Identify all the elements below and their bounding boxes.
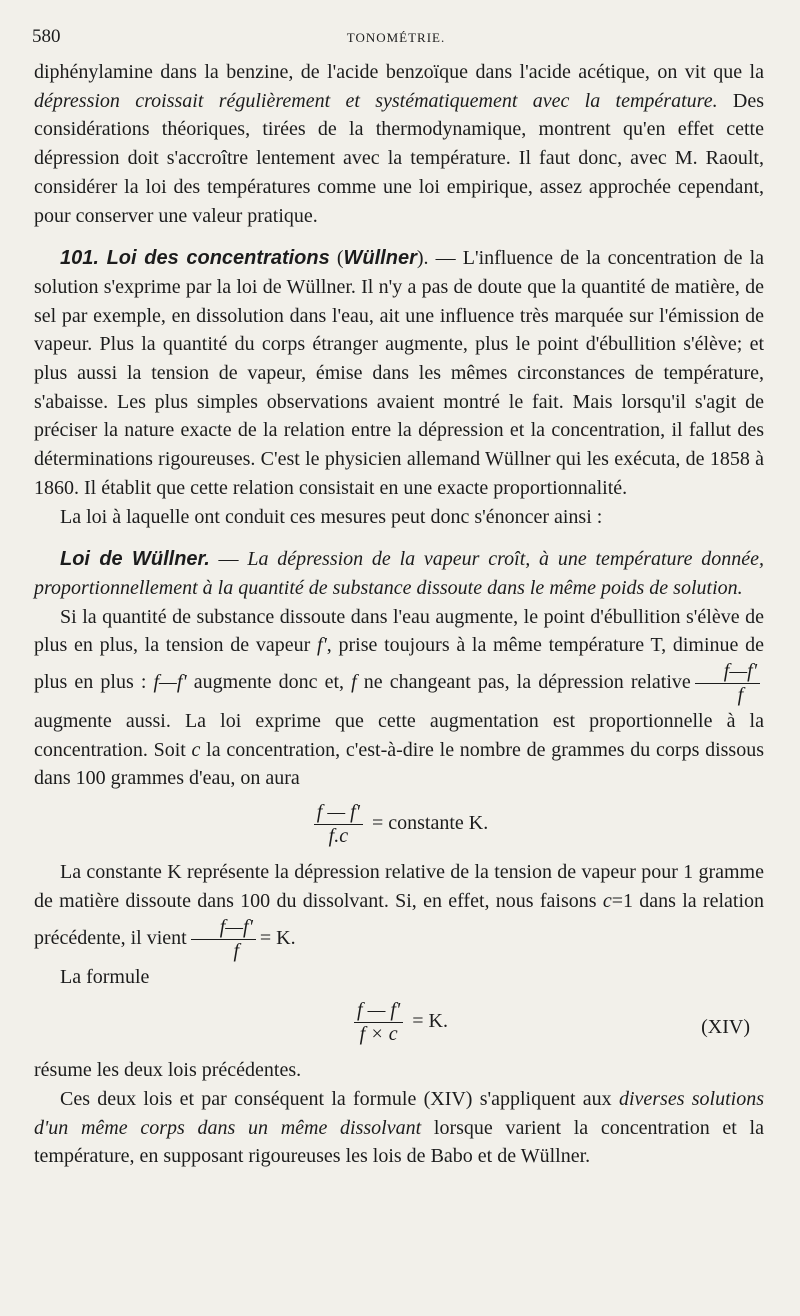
text-run: diphénylamine dans la benzine, de l'acide benzoïque dans l'acide acétique, on vit que la <box>34 61 764 83</box>
math-var: f' <box>316 634 327 657</box>
inline-fraction <box>695 660 760 707</box>
fraction-denominator: f.c <box>328 825 349 848</box>
equation-rhs: = K. <box>412 1010 448 1033</box>
text-run: augmente aussi. La loi exprime que cette augmentation est proportionnelle à la concentration. Soit <box>34 710 764 761</box>
text-run: = K. <box>259 926 296 949</box>
running-title: TONOMÉTRIE. <box>346 30 446 45</box>
fraction-denominator: f <box>737 684 744 707</box>
paragraph-summary: résume les deux lois précédentes. <box>34 1059 302 1082</box>
equation-fraction <box>314 801 363 848</box>
text-run: ( <box>329 247 344 270</box>
text-run: , prise toujours à la même température T, diminue de plus en plus : <box>34 634 764 694</box>
text-run: Si la quantité de substance dissoute dans l'eau augmente, le point d'ébullition s'élève de plus en plus, la tension de vapeur <box>34 605 764 657</box>
equation-xiv <box>34 999 764 1046</box>
fraction-numerator: f—f' <box>191 916 256 940</box>
fraction-numerator: f — f' <box>314 801 363 825</box>
paragraph-constant <box>34 858 764 962</box>
paragraph-intro <box>34 58 764 230</box>
inline-fraction <box>191 916 256 963</box>
law-title: Loi de Wüllner. <box>60 548 210 571</box>
text-run: la concentration, c'est-à-dire le nombre de grammes du corps dissous dans 100 grammes d'eau, on aura <box>34 738 764 790</box>
fraction-denominator: f <box>233 939 240 962</box>
text-run: augmente donc et, <box>186 671 352 694</box>
paragraph-formula-intro: La formule <box>60 965 150 988</box>
equation-fraction <box>354 999 403 1046</box>
fraction-numerator: f — f' <box>354 999 403 1023</box>
paragraph-explanation <box>34 603 764 794</box>
section-heading-name: Wüllner <box>343 247 417 270</box>
text-run: La constante K représente la dépression relative de la tension de vapeur pour 1 gramme de matière dissoute dans 100 du dissolvant. Si, en effet, nous faisons <box>34 861 764 912</box>
equation-rhs: = constante K. <box>371 812 489 835</box>
text-run: ne changeant pas, la dépression relative <box>356 671 691 694</box>
emphasis-text: dépression croissait régulièrement et systématiquement avec la température. <box>34 89 718 112</box>
math-expr: f—f' <box>153 671 187 694</box>
law-text: La dépression de la vapeur croît, à une température donnée, proportionnellement à la quantité de substance dissoute dans le même poids de solution. <box>34 548 765 599</box>
text-run: =1 dans la relation précédente, il vient <box>34 889 765 949</box>
equation-constant <box>34 801 764 848</box>
section-heading: 101. Loi des concentrations <box>60 247 330 270</box>
math-var: f <box>351 671 357 694</box>
math-var: c <box>191 738 201 761</box>
text-run: lorsque varient la concentration et la température, en supposant rigoureuses les lois de Babo et de Wüllner. <box>34 1116 764 1168</box>
equation-number: (XIV) <box>701 1016 750 1039</box>
page-body <box>34 58 764 1171</box>
section-101 <box>34 244 764 502</box>
fraction-denominator: f × c <box>359 1023 398 1046</box>
page-header <box>32 26 760 52</box>
law-statement <box>34 545 764 602</box>
text-run: — <box>209 548 248 571</box>
text-run: Ces deux lois et par conséquent la formule (XIV) s'appliquent aux <box>60 1087 619 1110</box>
section-text: — L'influence de la concentration de la solution s'exprime par la loi de Wüllner. Il n'y a pas de doute que la quantité de matière, de sel par exemple, en dissolution dans l'eau, ait une influence très marquée sur l'émission de vapeur. Plus la quantité du corps étranger augmente, plus le point d'ébullition s'élève; et plus aussi la tension de vapeur, émise dans les mêmes circonstances de température, s'abaisse. Les plus simples observations avaient montré le fait. Mais lorsqu'il s'agit de préciser la nature exacte de la relation entre la dépression et la concentration, il fallut des déterminations rigoureuses. C'est le physicien allemand Wüllner qui les exécuta, de 1858 à 1860. Il établit que cette relation consistait en une exacte proportionnalité. <box>34 247 764 499</box>
emphasis-text: diverses solutions d'un même corps dans un même dissolvant <box>34 1087 764 1139</box>
math-var: c <box>602 889 612 912</box>
page-number: 580 <box>32 26 61 47</box>
text-run: ). <box>416 247 429 270</box>
text-run: Des considérations théoriques, tirées de la thermodynamique, montrent qu'en effet cette dépression doit s'accroître lentement avec la température. Il faut donc, avec M. Raoult, considérer la loi des températures comme une loi empirique, assez approchée cependant, pour conserver une valeur pratique. <box>34 89 764 227</box>
fraction-numerator: f—f' <box>695 660 760 684</box>
paragraph-law-intro: La loi à laquelle ont conduit ces mesures peut donc s'énoncer ainsi : <box>60 505 603 528</box>
paragraph-conclusion <box>34 1085 764 1171</box>
